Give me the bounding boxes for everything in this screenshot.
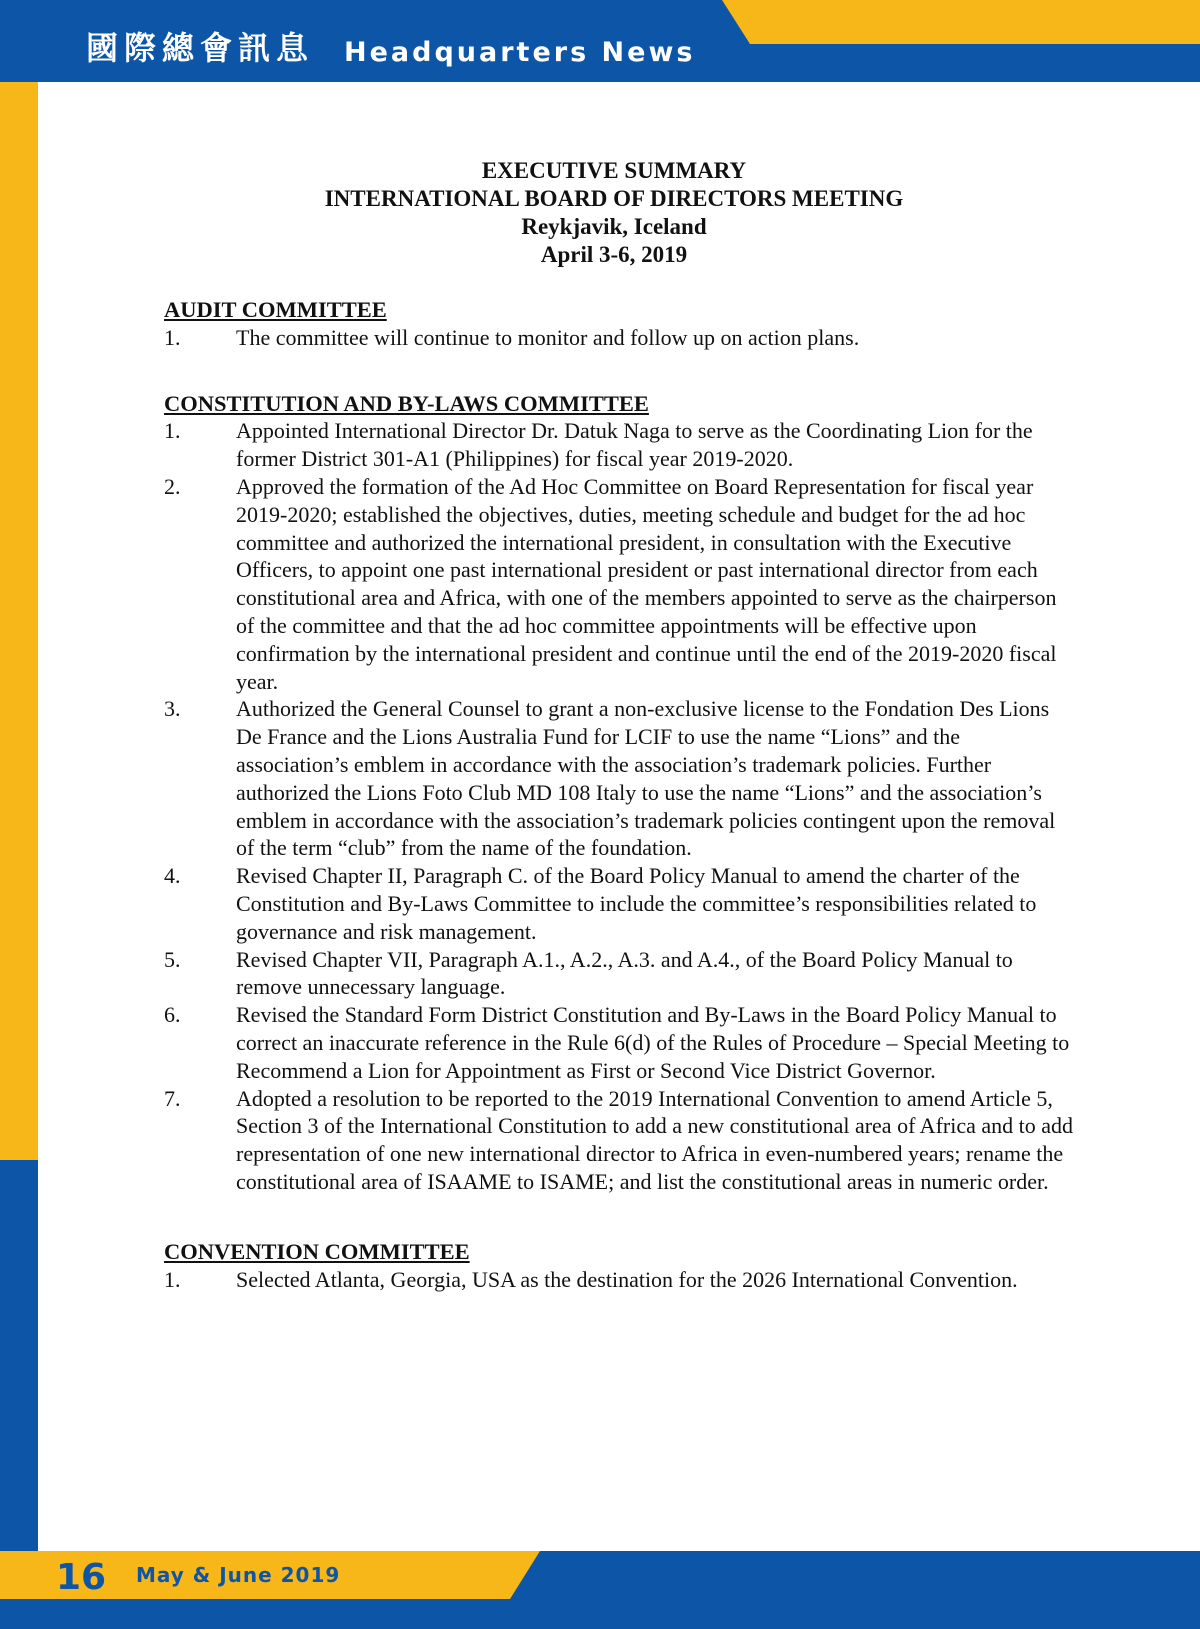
issue-date: May & June 2019 bbox=[136, 1563, 341, 1587]
item-list bbox=[164, 1266, 1074, 1294]
left-gold-stripe bbox=[0, 0, 38, 1160]
item-number: 7. bbox=[164, 1085, 181, 1111]
item-number: 4. bbox=[164, 863, 181, 889]
item-text: Approved the formation of the Ad Hoc Committee on Board Representation for fiscal year 2019-2020; established the objectives, duties, meeting schedule and budget for the ad hoc committee and authorized the international president, in consultation with the Executive Officers, to appoint one past international president or past international director from each constitutional area and Africa, with one of the members appointed to serve as the chairperson of the committee and that the ad hoc committee appointments will be effective upon confirmation by the international president and continue until the end of the 2019-2020 fiscal year. bbox=[236, 473, 1057, 694]
item-list bbox=[164, 324, 1074, 352]
header-chinese-title: 國際總會訊息 bbox=[86, 29, 315, 67]
page-number: 16 bbox=[56, 1557, 107, 1598]
item-number: 1. bbox=[164, 418, 181, 444]
item-text: Adopted a resolution to be reported to the 2019 International Convention to amend Article 5, Section 3 of the International Constitution to add a new constitutional area of Africa and to add representation of one new international director to Africa in even-numbered years; rename the constitutional area of ISAAME to ISAME; and list the constitutional areas in numeric order. bbox=[236, 1085, 1073, 1194]
list-item bbox=[164, 695, 1074, 862]
section-convention-committee bbox=[164, 1238, 1074, 1294]
item-number: 1. bbox=[164, 324, 181, 350]
list-item bbox=[164, 324, 1074, 352]
list-item bbox=[164, 417, 1074, 473]
section-heading: AUDIT COMMITTEE bbox=[164, 297, 387, 322]
document-body bbox=[164, 157, 1074, 1293]
list-item bbox=[164, 1001, 1074, 1084]
item-number: 5. bbox=[164, 946, 181, 972]
item-text: Revised the Standard Form District Constitution and By-Laws in the Board Policy Manual to correct an inaccurate reference in the Rule 6(d) of the Rules of Procedure – Special Meeting to Recommend a Lion for Appointment as First or Second Vice District Governor. bbox=[236, 1002, 1070, 1083]
item-text: Revised Chapter II, Paragraph C. of the Board Policy Manual to amend the charter of the Constitution and By-Laws Committee to include the committee’s responsibilities related to governance and risk management. bbox=[236, 863, 1037, 944]
section-audit-committee bbox=[164, 296, 1074, 352]
section-heading: CONVENTION COMMITTEE bbox=[164, 1238, 470, 1264]
item-number: 1. bbox=[164, 1266, 181, 1292]
title-line: Reykjavik, Iceland bbox=[521, 214, 707, 239]
item-text: The committee will continue to monitor and follow up on action plans. bbox=[236, 324, 860, 350]
item-text: Selected Atlanta, Georgia, USA as the destination for the 2026 International Convention. bbox=[236, 1266, 1018, 1292]
title-line: INTERNATIONAL BOARD OF DIRECTORS MEETING bbox=[324, 186, 904, 211]
section-constitution-bylaws-committee bbox=[164, 390, 1074, 1196]
item-number: 3. bbox=[164, 696, 181, 722]
header-corner bbox=[0, 0, 40, 82]
list-item bbox=[164, 1085, 1074, 1196]
list-item bbox=[164, 1266, 1074, 1294]
section-heading: CONSTITUTION AND BY-LAWS COMMITTEE bbox=[164, 390, 649, 416]
list-item bbox=[164, 946, 1074, 1002]
item-text: Appointed International Director Dr. Datuk Naga to serve as the Coordinating Lion for the former District 301-A1 (Philippines) for fiscal year 2019-2020. bbox=[236, 418, 1033, 472]
header-english-title: Headquarters News bbox=[344, 37, 696, 68]
title-line: EXECUTIVE SUMMARY bbox=[481, 158, 747, 183]
item-number: 6. bbox=[164, 1002, 181, 1028]
list-item bbox=[164, 473, 1074, 695]
item-list bbox=[164, 417, 1074, 1195]
list-item bbox=[164, 862, 1074, 945]
item-text: Authorized the General Counsel to grant a non-exclusive license to the Fondation Des Lions De France and the Lions Australia Fund for LCIF to use the name “Lions” and the association’s emblem in accordance with the association’s trademark policies. Further authorized the Lions Foto Club MD 108 Italy to use the name “Lions” and the association’s emblem in accordance with the association’s trademark policies contingent upon the removal of the term “club” from the name of the foundation. bbox=[236, 696, 1056, 861]
document-title bbox=[154, 157, 1074, 269]
item-number: 2. bbox=[164, 473, 181, 499]
item-text: Revised Chapter VII, Paragraph A.1., A.2., A.3. and A.4., of the Board Policy Manual to remove unnecessary language. bbox=[236, 946, 1013, 1000]
title-line: April 3-6, 2019 bbox=[540, 242, 688, 267]
